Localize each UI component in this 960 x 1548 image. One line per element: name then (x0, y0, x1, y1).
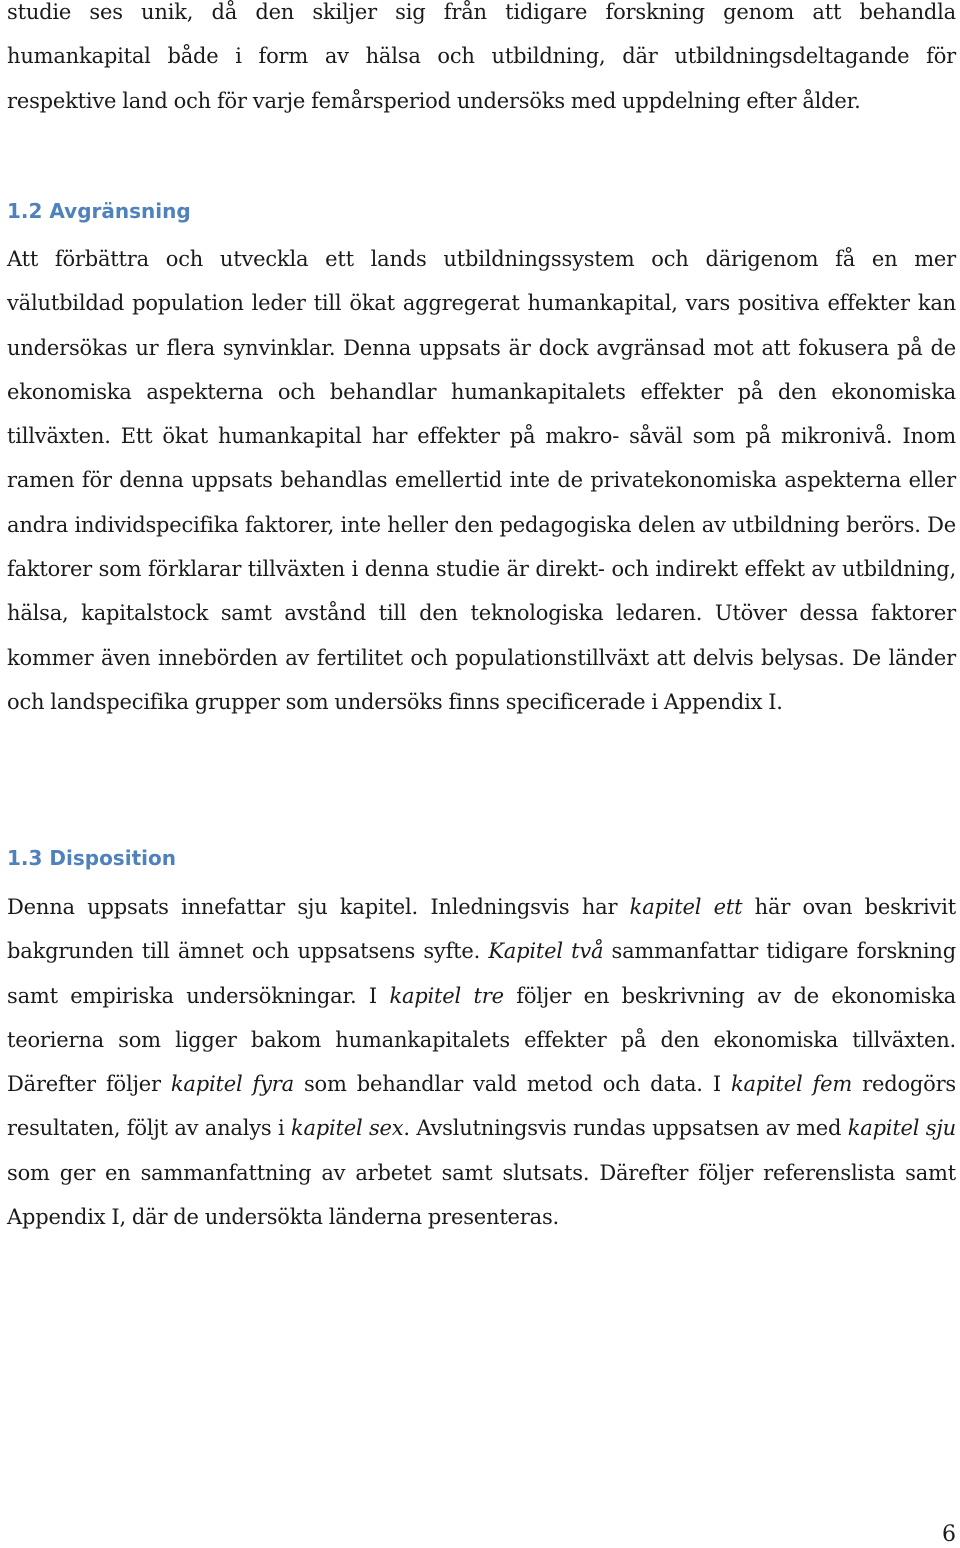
disposition-text: Denna uppsats innefattar sju kapitel. Inledningsvis har (7, 895, 630, 919)
disposition-text: följer en beskrivning av de ekonomiska teorierna som ligger bakom humankapitalets effekter på den ekonomiska tillväxten. Därefter följer (7, 983, 957, 1097)
avgransning-paragraph: Att förbättra och utveckla ett lands utbildningssystem och därigenom få en mer välutbildad population leder till ökat aggregerat humankapital, vars positiva effekter kan undersökas ur flera synvinklar. Denna uppsats är dock avgränsad mot att fokusera på de ekonomiska aspekterna och behandlar humankapitalets effekter på den ekonomiska tillväxten. Ett ökat humankapital har effekter på makro- såväl som på mikronivå. Inom ramen för denna uppsats behandlas emellertid inte de privatekonomiska aspekterna eller andra individspecifika faktorer, inte heller den pedagogiska delen av utbildning berörs. De faktorer som förklarar tillväxten i denna studie är direkt- och indirekt effekt av utbildning, hälsa, kapitalstock samt avstånd till den teknologiska ledaren. Utöver dessa faktorer kommer även innebörden av fertilitet och populationstillväxt att delvis belysas. De länder och landspecifika grupper som undersöks finns specificerade i Appendix I. (7, 247, 956, 714)
disposition-text: . Avslutningsvis rundas uppsatsen av med (403, 1116, 848, 1141)
chapter-ref-two: Kapitel två (488, 939, 604, 964)
section-heading-avgransning: 1.2 Avgränsning (7, 199, 191, 223)
intro-paragraph: studie ses unik, då den skiljer sig från tidigare forskning genom att behandla humankapital både i form av hälsa och utbildning, där utbildningsdeltagande för respektive land och för varje femårsperiod undersöks med uppdelning efter ålder. (7, 0, 956, 113)
disposition-text: här ovan beskrivit bakgrunden till ämnet och uppsatsens syfte. (7, 895, 956, 964)
disposition-text: redogörs resultaten, följt av analys i (7, 1072, 956, 1141)
disposition-text: som behandlar vald metod och data. I (293, 1072, 731, 1097)
chapter-ref-four: kapitel fyra (170, 1072, 294, 1097)
chapter-ref-three: kapitel tre (389, 983, 504, 1008)
disposition-text: sammanfattar tidigare forskning samt empiriska undersökningar. I (7, 939, 956, 1008)
chapter-ref-one: kapitel ett (629, 895, 743, 919)
section-heading-disposition: 1.3 Disposition (7, 846, 176, 870)
disposition-paragraph (7, 885, 956, 1239)
chapter-ref-seven: kapitel sju (847, 1116, 956, 1141)
page-number: 6 (942, 1522, 956, 1547)
disposition-text: som ger en sammanfattning av arbetet samt slutsats. Därefter följer referenslista samt Appendix I, där de undersökta länderna presenteras. (7, 1160, 956, 1230)
chapter-ref-five: kapitel fem (730, 1072, 853, 1097)
chapter-ref-six: kapitel sex (290, 1116, 404, 1141)
